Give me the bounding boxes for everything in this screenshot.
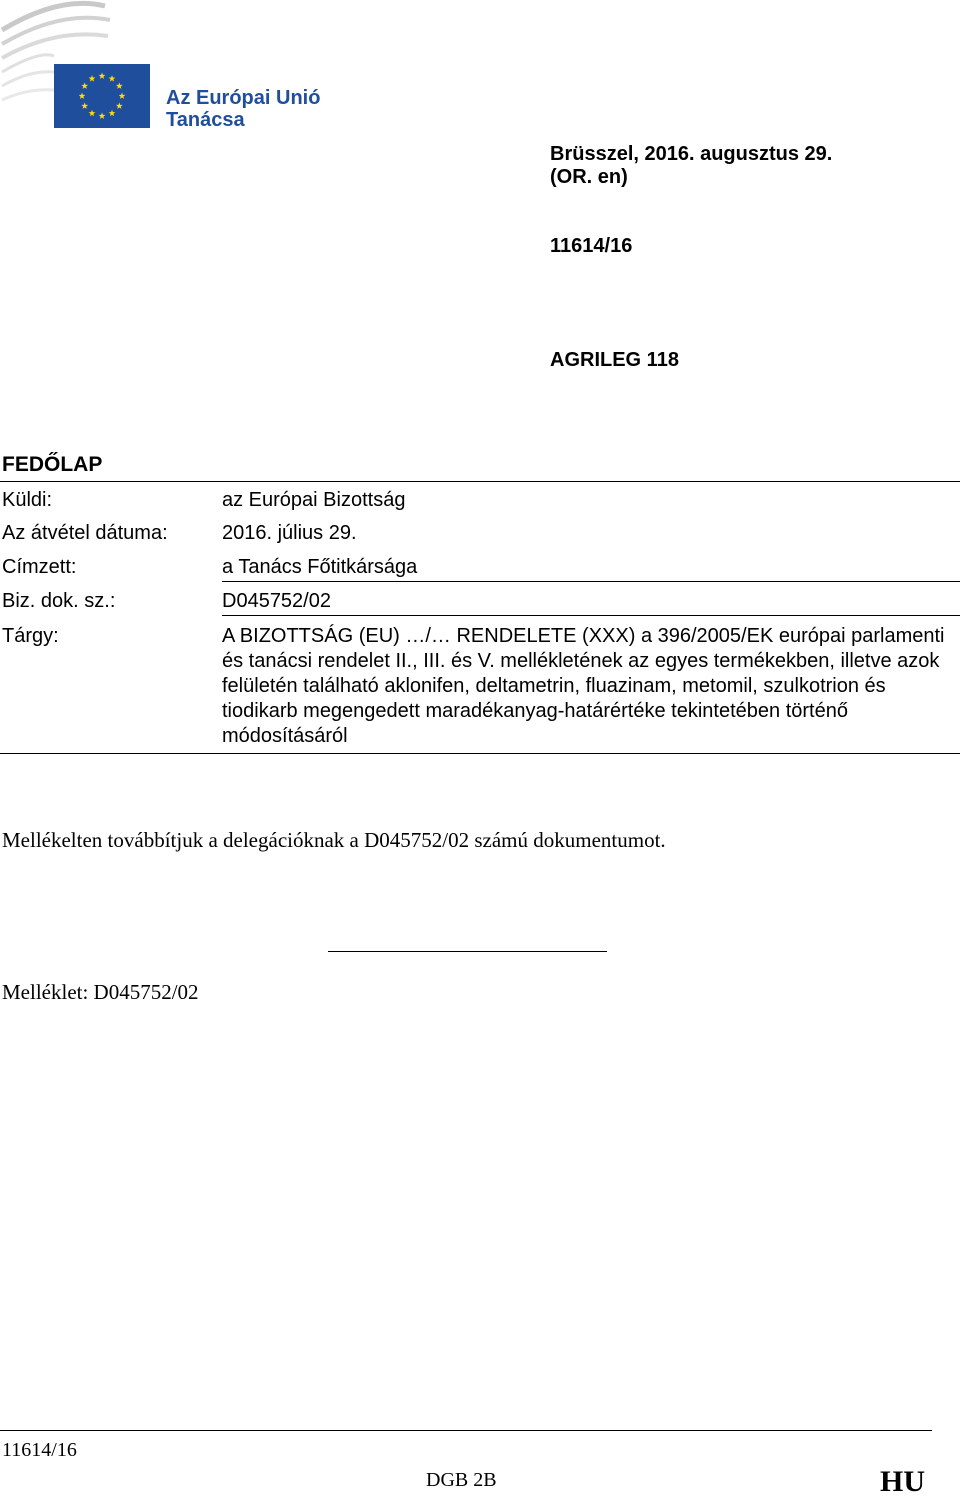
flag-star-icon [99,112,106,119]
docno-value: D045752/02 [222,590,331,612]
from-value: az Európai Bizottság [222,489,406,511]
footer-department: DGB 2B [426,1469,497,1491]
to-value: a Tanács Főtitkársága [222,556,418,578]
flag-star-icon [99,72,106,79]
footer-divider [0,1430,932,1431]
flag-star-icon [119,92,126,99]
original-language: (OR. en) [550,166,628,188]
from-label: Küldi: [2,489,53,511]
org-name-line2: Tanácsa [166,109,245,131]
docno-label: Biz. dok. sz.: [2,590,116,612]
subject-value: A BIZOTTSÁG (EU) …/… RENDELETE (XXX) a 396/2005/EK európai parlamenti és tanácsi rendelet II., III. és V. mellékletének az egyes termékekben, illetve azok felületén található aklonifen, deltametrin, fluazinam, metomil, szulkotrion és tiodikarb megengedett maradékanyag-határértéke tekintetében történő módosításáról [222,625,945,747]
date-label: Az átvétel dátuma: [2,522,168,544]
divider [0,481,960,482]
document-number: 11614/16 [550,235,633,257]
cover-title: FEDŐLAP [2,453,103,476]
flag-star-icon [109,75,116,82]
flag-star-icon [116,102,123,109]
org-name-line1: Az Európai Unió [166,87,321,109]
file-code: AGRILEG 118 [550,349,679,371]
flag-star-icon [79,92,86,99]
separator-line [328,951,607,952]
footer-document-number: 11614/16 [2,1439,77,1461]
divider [222,581,960,582]
flag-star-icon [109,110,116,117]
to-label: Címzett: [2,556,77,578]
flag-star-icon [116,82,123,89]
divider [222,615,960,616]
subject-label: Tárgy: [2,625,59,647]
eu-flag-icon [54,64,150,128]
footer-language-code: HU [880,1465,925,1498]
flag-star-icon [89,110,96,117]
date-value: 2016. július 29. [222,522,357,544]
body-paragraph: Mellékelten továbbítjuk a delegációknak a D045752/02 számú dokumentumot. [2,828,666,852]
flag-star-icon [89,75,96,82]
flag-star-icon [81,82,88,89]
flag-star-icon [81,102,88,109]
annex-reference: Melléklet: D045752/02 [2,980,199,1004]
place-date: Brüsszel, 2016. augusztus 29. [550,143,833,165]
divider [0,753,960,754]
